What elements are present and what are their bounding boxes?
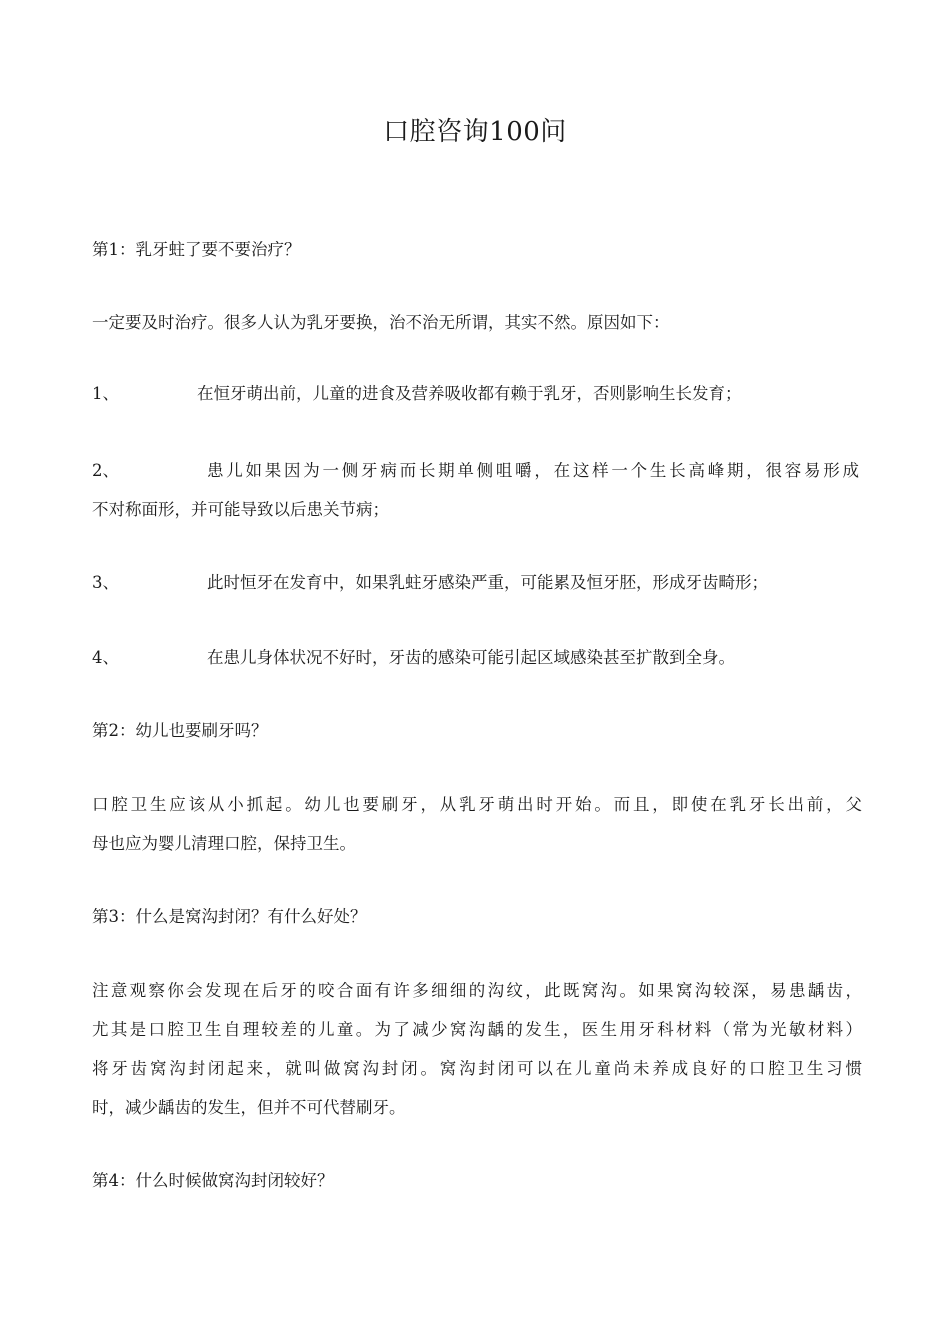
question-3-answer-line: 注意观察你会发现在后牙的咬合面有许多细细的沟纹，此既窝沟。如果窝沟较深，易患龋齿， [92, 981, 862, 1000]
document-title: 口腔咨询100问 [383, 117, 567, 147]
question-3-answer-line: 时，减少龋齿的发生，但并不可代替刷牙。 [92, 1098, 406, 1117]
list-item-text: 在恒牙萌出前，儿童的进食及营养吸收都有赖于乳牙，否则影响生长发育； [197, 384, 742, 403]
list-item-number: 2、 [92, 461, 119, 480]
question-3-answer-line: 尤其是口腔卫生自理较差的儿童。为了减少窝沟龋的发生，医生用牙科材料（常为光敏材料） [92, 1020, 862, 1039]
question-3-heading: 第3：什么是窝沟封闭？有什么好处？ [92, 907, 367, 926]
question-3-answer-line: 将牙齿窝沟封闭起来，就叫做窝沟封闭。窝沟封闭可以在儿童尚未养成良好的口腔卫生习惯 [92, 1059, 862, 1078]
list-item-2-continuation: 不对称面形，并可能导致以后患关节病； [92, 500, 389, 519]
question-1-heading: 第1：乳牙蛀了要不要治疗？ [92, 240, 301, 259]
list-item-number: 1、 [92, 384, 119, 403]
question-2-answer-line: 口腔卫生应该从小抓起。幼儿也要刷牙，从乳牙萌出时开始。而且，即使在乳牙长出前，父 [92, 795, 862, 814]
question-2-heading: 第2：幼儿也要刷牙吗？ [92, 721, 268, 740]
question-2-answer-line: 母也应为婴儿清理口腔，保持卫生。 [92, 834, 356, 853]
question-1-answer: 一定要及时治疗。很多人认为乳牙要换，治不治无所谓，其实不然。原因如下： [92, 313, 670, 332]
list-item-number: 4、 [92, 648, 119, 667]
question-4-heading: 第4：什么时候做窝沟封闭较好？ [92, 1171, 334, 1190]
list-item-number: 3、 [92, 573, 119, 592]
list-item-text: 此时恒牙在发育中，如果乳蛀牙感染严重，可能累及恒牙胚，形成牙齿畸形； [207, 573, 768, 592]
list-item-text: 在患儿身体状况不好时，牙齿的感染可能引起区域感染甚至扩散到全身。 [207, 648, 735, 667]
list-item-text: 患儿如果因为一侧牙病而长期单侧咀嚼，在这样一个生长高峰期，很容易形成 [207, 461, 859, 480]
